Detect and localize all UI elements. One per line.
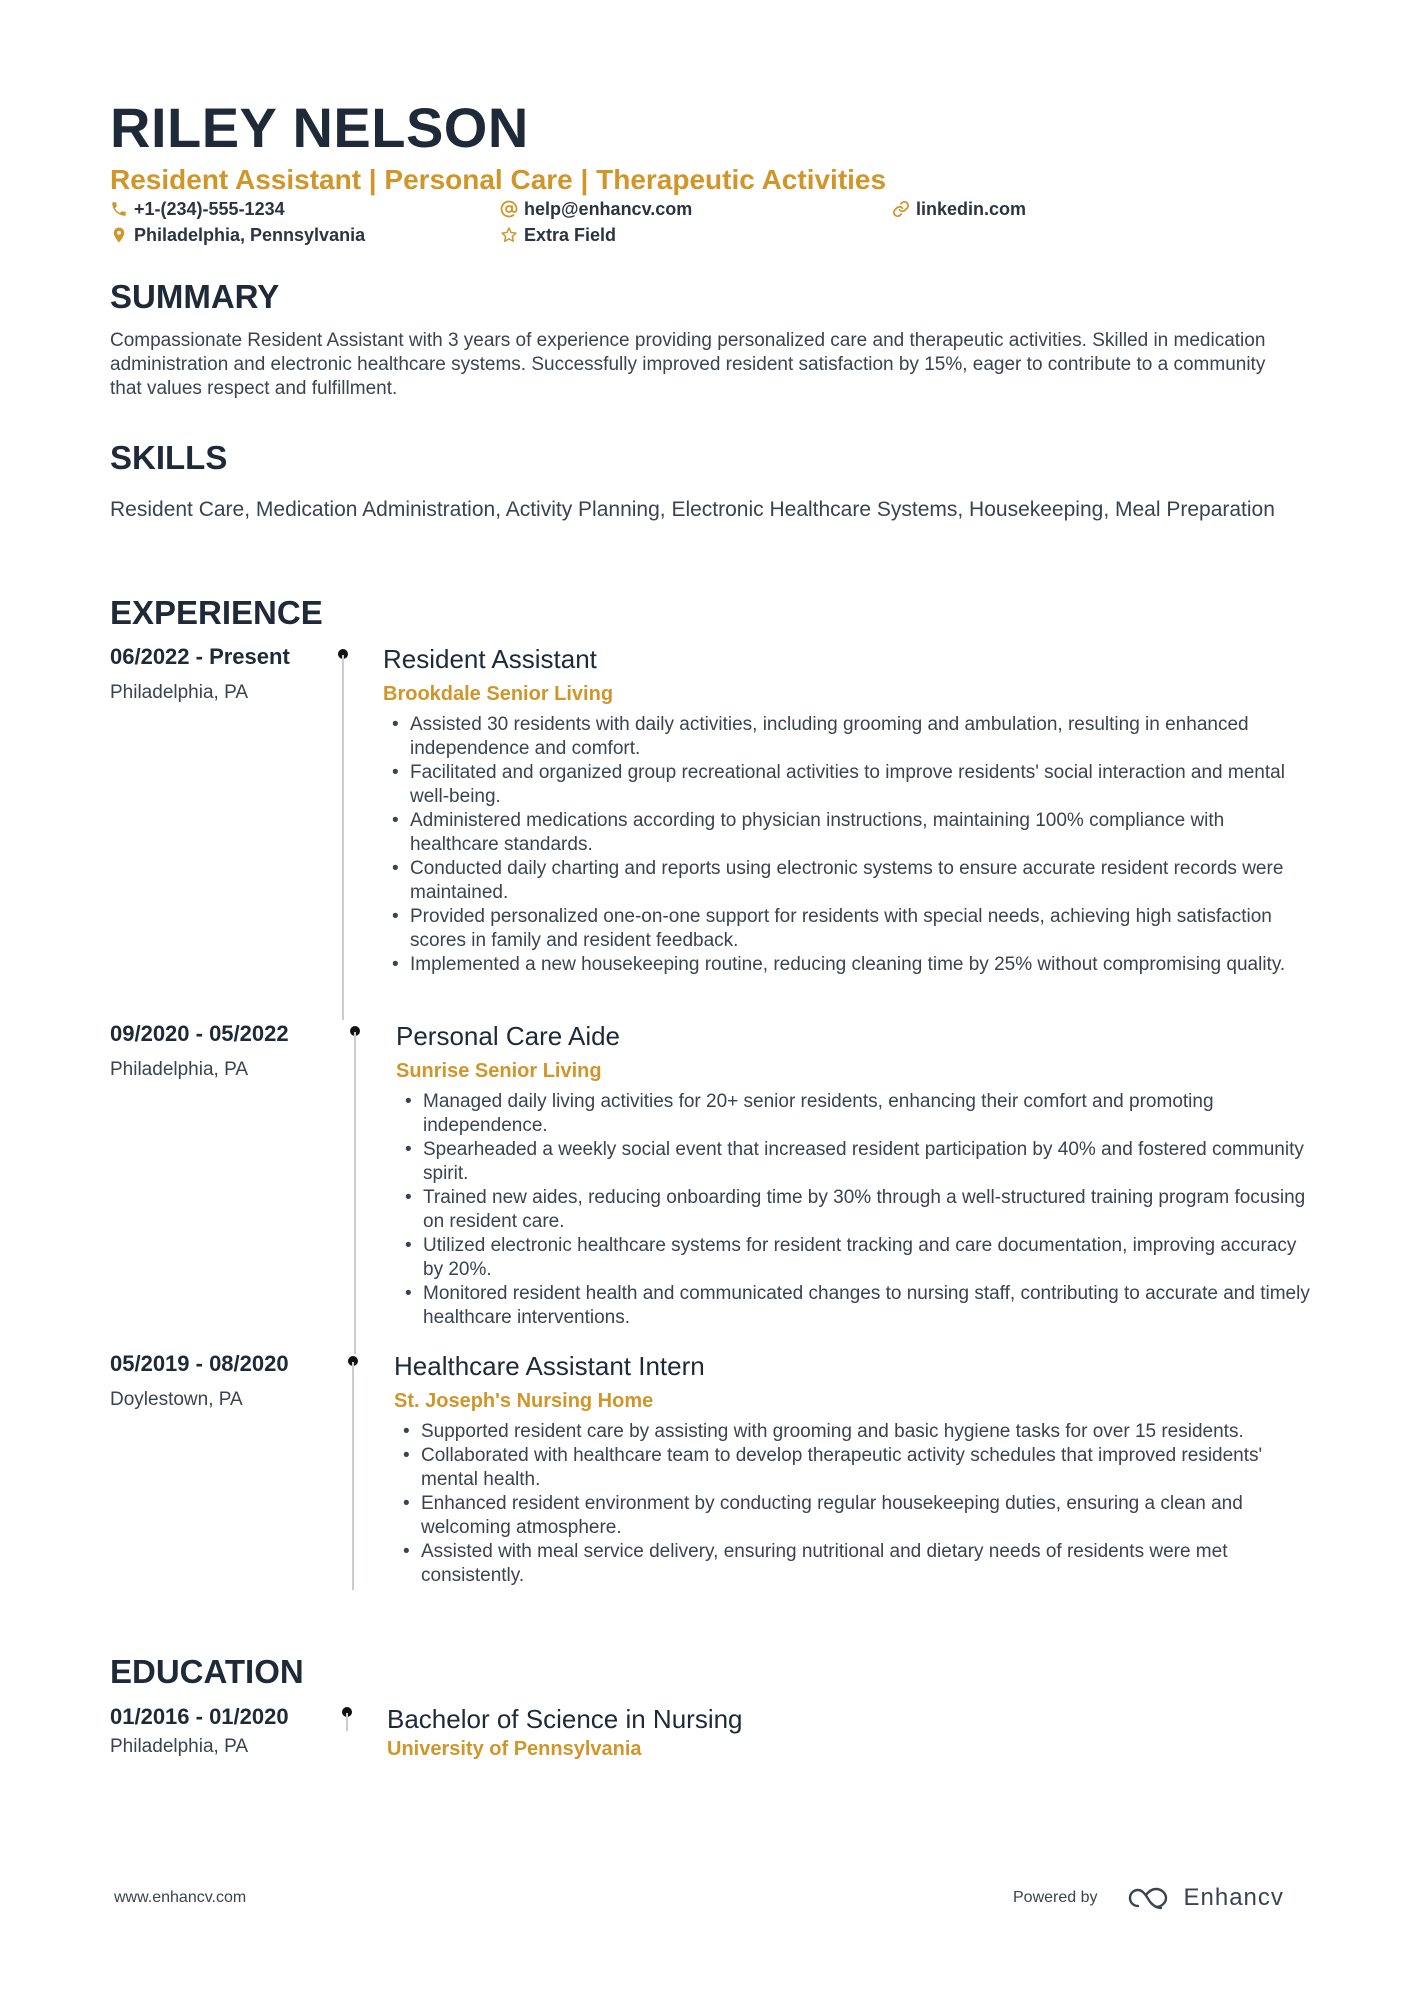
- education-location: Philadelphia, PA: [110, 1736, 249, 1757]
- phone-icon: [110, 200, 128, 218]
- timeline-line: [354, 1032, 356, 1354]
- footer-website[interactable]: www.enhancv.com: [114, 1889, 247, 1906]
- list-item: • Enhanced resident environment by conducting regular housekeeping duties, ensuring a clean and welcoming atmosphere.: [399, 1492, 1304, 1540]
- timeline-line: [352, 1362, 354, 1590]
- candidate-headline: Resident Assistant | Personal Care | Therapeutic Activities: [110, 164, 887, 195]
- list-item: • Assisted with meal service delivery, ensuring nutritional and dietary needs of residents were met consistently.: [399, 1540, 1304, 1588]
- summary-text: Compassionate Resident Assistant with 3 years of experience providing personalized care and therapeutic activities. Skilled in medication administration and electronic healthcare systems. Successfully improved resident satisfaction by 15%, eager to contribute to a community that values respect and fulfillment.: [110, 330, 1266, 399]
- star-icon: [500, 226, 518, 244]
- contact-phone: [110, 197, 285, 221]
- list-item: • Monitored resident health and communicated changes to nursing staff, contributing to accurate and timely healthcare interventions.: [401, 1282, 1311, 1330]
- contact-email[interactable]: [500, 197, 692, 221]
- list-item: • Supported resident care by assisting with grooming and basic hygiene tasks for over 15 residents.: [399, 1420, 1304, 1444]
- experience-location: Philadelphia, PA: [110, 1059, 249, 1080]
- education-degree: Bachelor of Science in Nursing: [387, 1704, 743, 1734]
- contact-linkedin[interactable]: [892, 197, 1026, 221]
- list-item: • Trained new aides, reducing onboarding time by 30% through a well-structured training program focusing on resident care.: [401, 1186, 1311, 1234]
- timeline-line: [342, 655, 344, 1020]
- education-dates: 01/2016 - 01/2020: [110, 1704, 289, 1729]
- list-item: • Implemented a new housekeeping routine, reducing cleaning time by 25% without compromising quality.: [388, 953, 1308, 977]
- experience-bullets: [399, 1420, 1304, 1588]
- footer-branding: [1013, 1880, 1284, 1916]
- list-item: • Administered medications according to physician instructions, maintaining 100% compliance with healthcare standards.: [388, 809, 1308, 857]
- contact-location: [110, 223, 365, 247]
- candidate-name: RILEY NELSON: [110, 96, 529, 159]
- experience-company: St. Joseph's Nursing Home: [394, 1390, 654, 1412]
- map-pin-icon: [110, 226, 128, 244]
- list-item: • Spearheaded a weekly social event that increased resident participation by 40% and fostered community spirit.: [401, 1138, 1311, 1186]
- enhancv-logo-icon: [1126, 1885, 1172, 1911]
- list-item: • Facilitated and organized group recreational activities to improve residents' social interaction and mental well-being.: [388, 761, 1308, 809]
- experience-heading: EXPERIENCE: [110, 594, 323, 631]
- experience-bullets: [388, 713, 1308, 977]
- education-heading: EDUCATION: [110, 1653, 304, 1690]
- powered-by-label: Powered by: [1013, 1889, 1098, 1906]
- experience-role: Personal Care Aide: [396, 1021, 621, 1051]
- experience-dates: 05/2019 - 08/2020: [110, 1351, 289, 1376]
- contact-linkedin-text[interactable]: linkedin.com: [916, 199, 1027, 219]
- experience-role: Healthcare Assistant Intern: [394, 1351, 705, 1381]
- contact-email-text[interactable]: help@enhancv.com: [524, 199, 693, 219]
- skills-heading: SKILLS: [110, 439, 228, 476]
- contact-extra-text: Extra Field: [524, 225, 617, 245]
- skills-text: Resident Care, Medication Administration, Activity Planning, Electronic Healthcare Systems, Housekeeping, Meal Preparation: [110, 498, 1275, 521]
- experience-location: Philadelphia, PA: [110, 682, 249, 703]
- link-icon: [892, 200, 910, 218]
- experience-bullets: [401, 1090, 1311, 1330]
- at-sign-icon: [500, 200, 518, 218]
- contact-phone-text: +1-(234)-555-1234: [134, 199, 285, 219]
- experience-dates: 09/2020 - 05/2022: [110, 1021, 289, 1046]
- experience-dates: 06/2022 - Present: [110, 644, 290, 669]
- summary-heading: SUMMARY: [110, 278, 280, 315]
- contact-location-text: Philadelphia, Pennsylvania: [134, 225, 366, 245]
- list-item: • Utilized electronic healthcare systems for resident tracking and care documentation, improving accuracy by 20%.: [401, 1234, 1311, 1282]
- experience-company: Sunrise Senior Living: [396, 1060, 602, 1082]
- brand-name: Enhancv: [1183, 1884, 1284, 1911]
- list-item: • Conducted daily charting and reports using electronic systems to ensure accurate resident records were maintained.: [388, 857, 1308, 905]
- list-item: • Collaborated with healthcare team to develop therapeutic activity schedules that improved residents' mental health.: [399, 1444, 1304, 1492]
- experience-company: Brookdale Senior Living: [383, 683, 614, 705]
- experience-location: Doylestown, PA: [110, 1389, 243, 1410]
- list-item: • Assisted 30 residents with daily activities, including grooming and ambulation, resulting in enhanced independence and comfort.: [388, 713, 1308, 761]
- list-item: • Managed daily living activities for 20+ senior residents, enhancing their comfort and promoting independence.: [401, 1090, 1311, 1138]
- education-school: University of Pennsylvania: [387, 1738, 642, 1760]
- list-item: • Provided personalized one-on-one support for residents with special needs, achieving high satisfaction scores in family and resident feedback.: [388, 905, 1308, 953]
- contact-extra: [500, 223, 616, 247]
- timeline-line: [346, 1713, 348, 1731]
- experience-role: Resident Assistant: [383, 644, 597, 674]
